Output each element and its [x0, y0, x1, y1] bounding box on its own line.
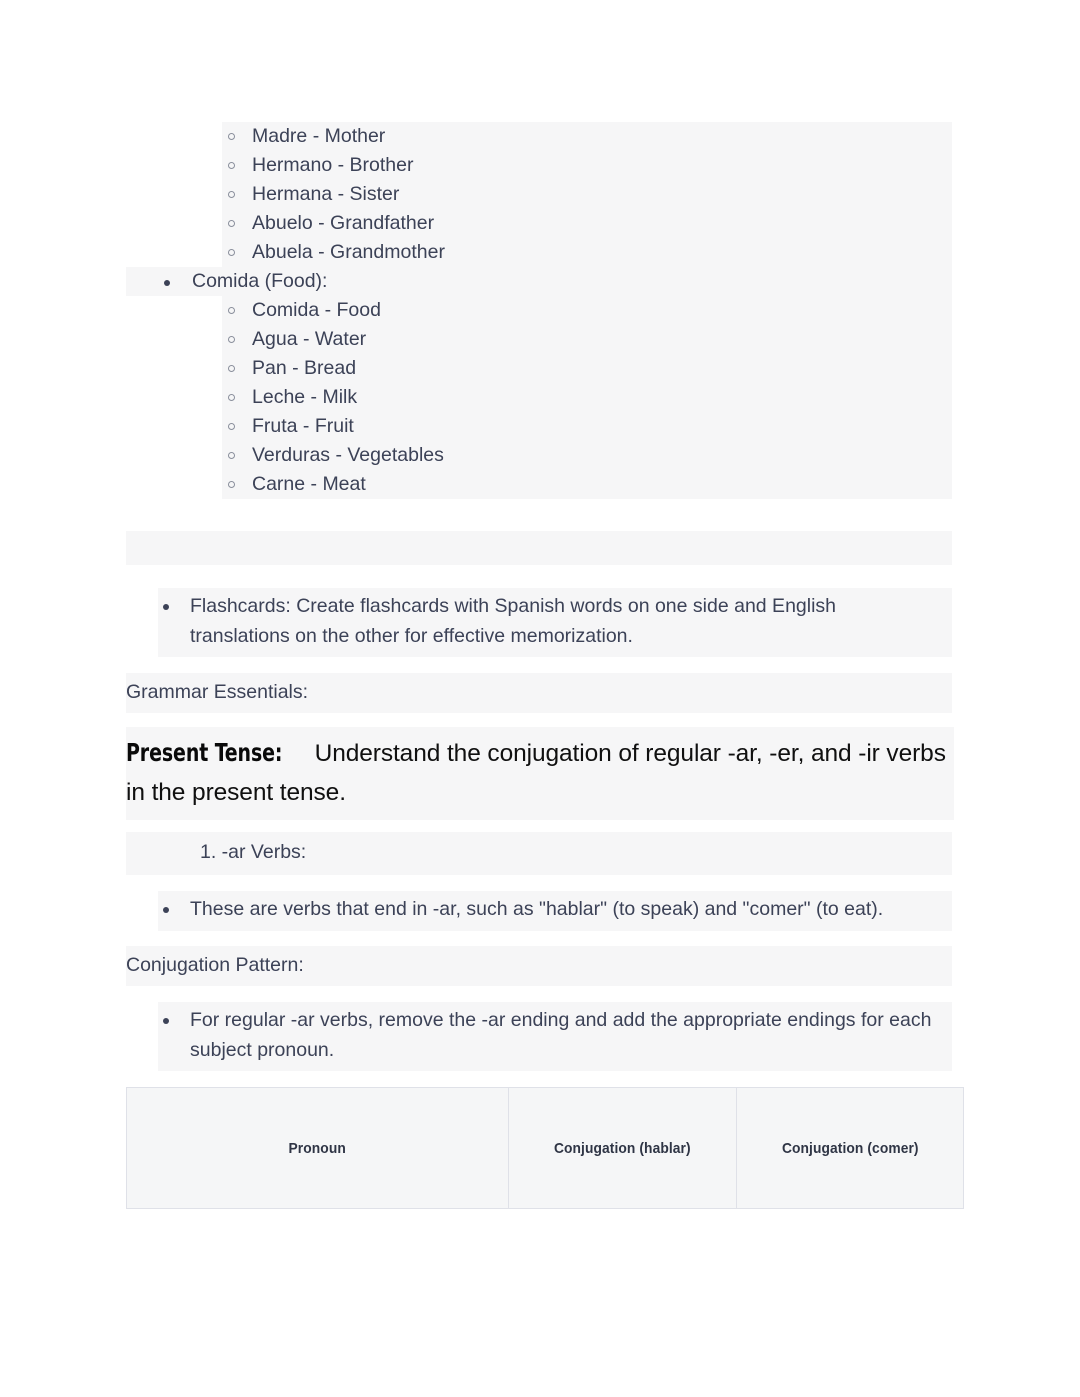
grammar-essentials-heading: Grammar Essentials: [126, 673, 952, 713]
conjugation-pattern-block [158, 1002, 952, 1071]
list-item [222, 151, 952, 180]
conjugation-pattern-heading: Conjugation Pattern: [126, 946, 952, 986]
list-item-label: For regular -ar verbs, remove the -ar ending and add the appropriate endings for each subject pronoun. [190, 1009, 932, 1061]
numbered-list-item: 1. -ar Verbs: [200, 841, 307, 863]
filled-bullet-icon [163, 1018, 169, 1024]
list-item-label: Abuelo - Grandfather [252, 212, 435, 234]
list-item [222, 470, 952, 499]
hollow-bullet-icon [228, 220, 235, 227]
list-item-label: Agua - Water [252, 328, 367, 350]
list-item-label: Abuela - Grandmother [252, 241, 445, 263]
list-item-label: Verduras - Vegetables [252, 444, 444, 466]
list-item-label: Carne - Meat [252, 473, 366, 495]
list-item-label: Pan - Bread [252, 357, 357, 379]
table-header-pronoun [127, 1088, 509, 1209]
hollow-bullet-icon [228, 133, 235, 140]
list-item-label: Comida (Food): [192, 270, 328, 292]
hollow-bullet-icon [228, 307, 235, 314]
filled-bullet-icon [163, 907, 169, 913]
list-item [222, 412, 952, 441]
filled-bullet-icon [163, 604, 169, 610]
ar-verbs-numbered-block [126, 832, 952, 875]
table-header-comer [737, 1088, 964, 1209]
filled-bullet-icon [164, 280, 170, 286]
list-item [158, 592, 952, 651]
table-header-label: Conjugation (comer) [781, 1139, 919, 1157]
content-spacer-block [126, 531, 952, 565]
list-item [222, 325, 952, 354]
vocabulary-top-list [126, 122, 952, 499]
list-item [222, 122, 952, 151]
conjugation-table [126, 1087, 964, 1209]
list-item-label: Hermano - Brother [252, 154, 414, 176]
list-item [222, 209, 952, 238]
table-header-label: Pronoun [288, 1139, 347, 1157]
present-tense-body: Understand the conjugation of regular -ar, -er, and -ir verbs in the present tense. [126, 740, 946, 806]
table-row [127, 1088, 964, 1209]
list-item-label: Fruta - Fruit [252, 415, 354, 437]
hollow-bullet-icon [228, 365, 235, 372]
list-item-label: Flashcards: Create flashcards with Spanish words on one side and English translations on the other for effective memorization. [190, 595, 837, 647]
present-tense-label: Present Tense: [126, 738, 283, 767]
hollow-bullet-icon [228, 336, 235, 343]
list-item [222, 441, 952, 470]
vocabulary-list-block [126, 122, 952, 499]
list-item-label: Madre - Mother [252, 125, 386, 147]
list-item [222, 238, 952, 267]
hollow-bullet-icon [228, 423, 235, 430]
list-item [222, 383, 952, 412]
hollow-bullet-icon [228, 481, 235, 488]
list-item-label: These are verbs that end in -ar, such as "hablar" (to speak) and "comer" (to eat). [190, 898, 884, 920]
list-item-label: Hermana - Sister [252, 183, 400, 205]
present-tense-paragraph [126, 727, 954, 820]
list-item-label: Leche - Milk [252, 386, 358, 408]
list-item-food-heading [126, 267, 952, 296]
list-item [158, 1006, 952, 1065]
ar-verbs-description-block [158, 891, 952, 931]
hollow-bullet-icon [228, 249, 235, 256]
list-item [222, 180, 952, 209]
table-header-hablar [509, 1088, 737, 1209]
list-item [222, 354, 952, 383]
hollow-bullet-icon [228, 394, 235, 401]
hollow-bullet-icon [228, 452, 235, 459]
list-item-label: Comida - Food [252, 299, 381, 321]
hollow-bullet-icon [228, 191, 235, 198]
table-header [127, 1088, 964, 1209]
flashcards-block [158, 588, 952, 657]
hollow-bullet-icon [228, 162, 235, 169]
list-item [158, 895, 952, 925]
list-item [222, 296, 952, 325]
table-header-label: Conjugation (hablar) [554, 1139, 691, 1157]
